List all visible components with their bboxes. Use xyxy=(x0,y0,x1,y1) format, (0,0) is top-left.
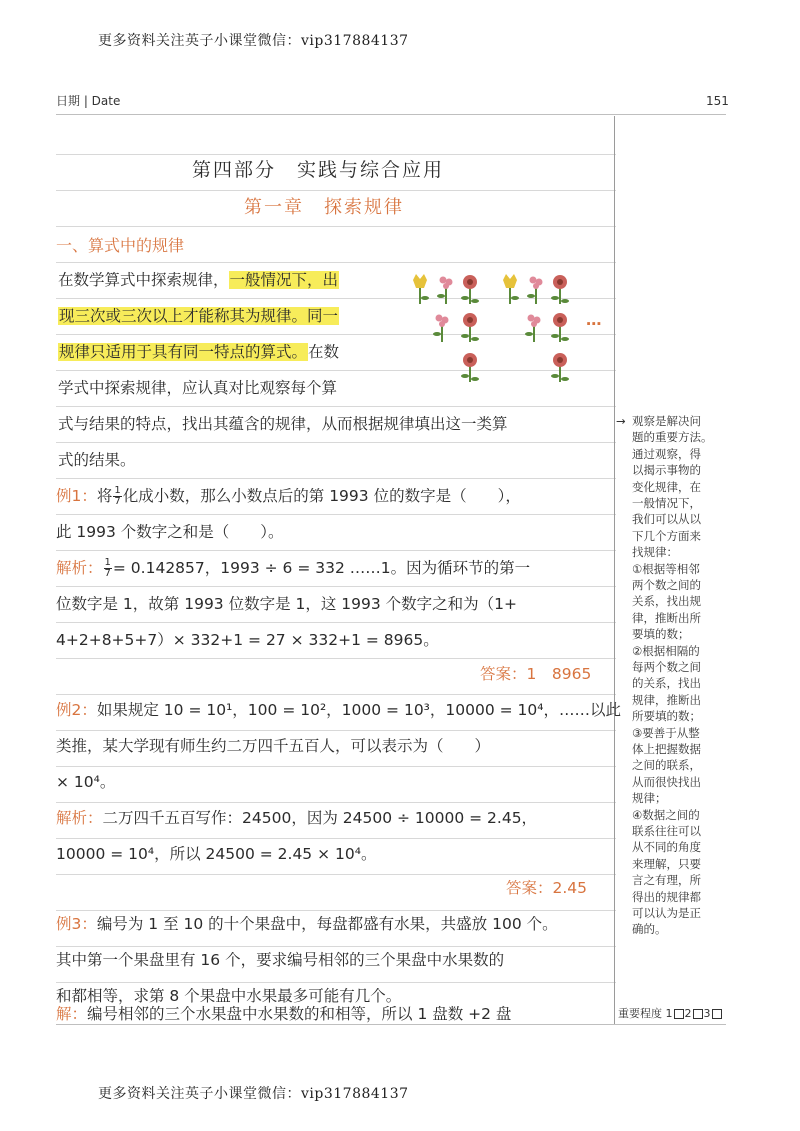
sidebar-note-line: 规律； xyxy=(632,791,667,806)
page-number: 151 xyxy=(706,94,729,108)
flower-pattern-illustration xyxy=(404,268,614,398)
sidebar-note-line: ②根据相隔的 xyxy=(632,643,700,658)
ex1-solution-line-2: 位数字是 1，故第 1993 位数字是 1，这 1993 个数字之和为（1+ xyxy=(56,595,518,613)
date-label: 日期 | Date xyxy=(56,94,121,108)
ex1-solution-line-3: 4+2+8+5+7）× 332+1 = 27 × 332+1 = 8965。 xyxy=(56,631,439,649)
ex1-solution-line-1: 解析： $\frac{1}{7}$ = 0.142857，1993 ÷ 6 = 332 ……1。因为循环节的第一 xyxy=(56,557,531,579)
sidebar-note-line: 联系往往可以 xyxy=(632,824,701,838)
sidebar-note-line: ③要善于从整 xyxy=(632,725,700,740)
intro-line-1: 在数学算式中探索规律，一般情况下，出 xyxy=(58,271,339,289)
sidebar-note-line: ①根据等相邻 xyxy=(632,561,700,576)
ex2-answer: 答案：2.45 xyxy=(506,879,588,897)
margin-divider xyxy=(614,116,615,1024)
sidebar-note-line: 得出的规律都 xyxy=(632,889,701,904)
sidebar-note-line: 律，推断出所 xyxy=(632,610,701,625)
sidebar-note-line: 一般情况下， xyxy=(632,496,701,510)
sidebar-note-line: 从而很快找出 xyxy=(632,774,701,789)
sidebar-note-line: 题的重要方法。 xyxy=(632,430,713,445)
sidebar-note-line: 的关系，找出 xyxy=(632,676,701,691)
ex2-question-line-2: 类推，某大学现有师生约二万四千五百人，可以表示为（ ） xyxy=(56,737,491,755)
importance-label: 重要程度 xyxy=(618,1007,662,1020)
ex1-fraction: $\frac{1}{7}$ xyxy=(114,485,121,507)
sidebar-note-line: 所要填的数； xyxy=(632,709,701,724)
importance-checkbox-1-icon xyxy=(674,1009,684,1019)
sidebar-arrow: → xyxy=(616,414,626,428)
ex2-solution-line-1: 解析：二万四千五百写作：24500，因为 24500 ÷ 10000 = 2.45， xyxy=(56,809,538,827)
sidebar-note-line: 每两个数之间 xyxy=(632,660,701,674)
sidebar-note-line: ④数据之间的 xyxy=(632,807,700,822)
intro-highlight-1: 一般情况下，出 xyxy=(229,271,339,289)
sidebar-note-line: 可以认为是正 xyxy=(632,906,701,920)
sidebar-note-line: 我们可以从以 xyxy=(632,512,701,527)
ex1-question-line-2: 此 1993 个数字之和是（ ）。 xyxy=(56,523,284,541)
sidebar-note-line: 从不同的角度 xyxy=(632,840,701,855)
sidebar-note-line: 找规律： xyxy=(632,545,678,560)
bottom-watermark: 更多资料关注英子小课堂微信：vip317884137 xyxy=(98,1086,409,1102)
ex1-answer: 答案：1 8965 xyxy=(480,665,592,683)
sidebar-note-line: 要填的数； xyxy=(632,627,690,642)
ex3-question-line-1: 例3：编号为 1 至 10 的十个果盘中，每盘都盛有水果，共盛放 100 个。 xyxy=(56,915,558,933)
sidebar-note-line: 来理解，只要 xyxy=(632,856,701,871)
sidebar-note-line: 规律，推断出 xyxy=(632,692,701,707)
top-watermark: 更多资料关注英子小课堂微信：vip317884137 xyxy=(98,33,409,49)
sidebar-note-line: 观察是解决问 xyxy=(632,414,701,428)
importance-checkbox-2-icon xyxy=(693,1009,703,1019)
importance-checkbox-3-icon xyxy=(712,1009,722,1019)
importance-level-3: 3 xyxy=(703,1007,711,1020)
sidebar-note-line: 两个数之间的 xyxy=(632,578,701,592)
ex2-solution-line-2: 10000 = 10⁴，所以 24500 = 2.45 × 10⁴。 xyxy=(56,845,377,863)
intro-line-4: 学式中探索规律，应认真对比观察每个算 xyxy=(58,379,338,397)
ex3-solution-line-1: 解：编号相邻的三个水果盘中水果数的和相等，所以 1 盘数 +2 盘 xyxy=(56,1005,512,1023)
importance-level-2: 2 xyxy=(684,1007,692,1020)
ex1-question-line-1: 例1：将 $\frac{1}{7}$ 化成小数，那么小数点后的第 1993 位的数字是（ ）， xyxy=(56,485,521,507)
sidebar-note-line: 下几个方面来 xyxy=(632,528,701,543)
ex3-question-line-2: 其中第一个果盘里有 16 个，要求编号相邻的三个果盘中水果数的 xyxy=(56,951,505,969)
ex2-question-line-1: 例2：如果规定 10 = 10¹，100 = 10²，1000 = 10³，10000 = 10⁴，……以此 xyxy=(56,701,621,719)
intro-line-3: 规律只适用于具有同一特点的算式。在数 xyxy=(59,343,340,361)
intro-line-2: 现三次或三次以上才能称其为规律。同一 xyxy=(59,307,339,325)
sidebar-note-line: 体上把握数据 xyxy=(632,742,701,756)
sidebar-note-line: 关系，找出规 xyxy=(632,594,701,609)
intro-line-6: 式的结果。 xyxy=(58,451,136,469)
header-rule xyxy=(56,114,726,115)
sidebar-note-line: 通过观察，得 xyxy=(632,446,701,461)
importance-rating xyxy=(618,1005,723,1021)
ex2-question-line-3: × 10⁴。 xyxy=(56,773,116,791)
ex3-question-line-3: 和都相等，求第 8 个果盘中水果最多可能有几个。 xyxy=(56,987,402,1005)
intro-line-5: 式与结果的特点，找出其蕴含的规律，从而根据规律填出这一类算 xyxy=(58,415,508,433)
part-title: 第四部分 实践与综合应用 xyxy=(192,159,445,181)
section-heading: 一、算式中的规律 xyxy=(56,236,185,255)
chapter-title: 第一章 探索规律 xyxy=(244,197,404,218)
flower-ellipsis: … xyxy=(586,311,600,329)
sidebar-note-line: 之间的联系， xyxy=(632,758,701,773)
sidebar-note-line: 确的。 xyxy=(632,922,667,937)
sidebar-note-line: 以揭示事物的 xyxy=(632,463,701,478)
importance-level-1: 1 xyxy=(665,1007,673,1020)
sidebar-note-line: 变化规律，在 xyxy=(632,479,701,494)
sidebar-note-line: 言之有理，所 xyxy=(632,873,701,888)
